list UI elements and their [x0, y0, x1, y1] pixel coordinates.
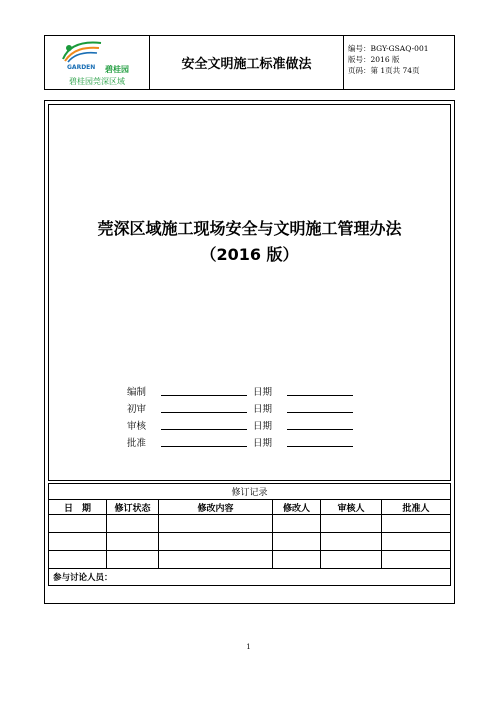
- date-label: 日期: [253, 404, 273, 415]
- cover-inner-box: [48, 104, 451, 481]
- revision-caption: 修订记录: [49, 484, 451, 500]
- col-date: 日 期: [49, 500, 107, 515]
- date-line: [287, 446, 353, 447]
- revision-row: [49, 533, 451, 551]
- logo-subtitle: 碧桂园莞深区域: [69, 77, 125, 86]
- date-line: [287, 412, 353, 413]
- participants-row: 参与讨论人员：: [49, 569, 451, 586]
- doc-version: 版号：2016 版: [348, 55, 400, 64]
- revision-row: [49, 515, 451, 533]
- company-logo: [45, 36, 150, 89]
- col-status: 修订状态: [107, 500, 159, 515]
- document-title-line1: 莞深区域施工现场安全与文明施工管理办法: [97, 219, 402, 238]
- date-label: 日期: [253, 438, 273, 449]
- col-approver: 批准人: [382, 500, 451, 515]
- signoff-label: 初审: [127, 404, 147, 415]
- revision-table: [48, 483, 451, 586]
- cover-frame: [44, 100, 455, 604]
- header-title-cell: [150, 36, 344, 89]
- date-line: [287, 395, 353, 396]
- doc-code: 编号：BGY-GSAQ-001: [348, 44, 429, 53]
- signoff-label: 编制: [127, 387, 147, 398]
- signature-line: [161, 429, 247, 430]
- logo-english: GARDEN: [67, 64, 96, 71]
- doc-page-count: 页码：第 1页共 74页: [348, 66, 420, 75]
- logo-chinese: 碧桂园: [105, 65, 129, 74]
- document-title-line2: （2016 版）: [200, 245, 299, 264]
- signoff-label: 批准: [127, 438, 147, 449]
- signature-line: [161, 446, 247, 447]
- date-label: 日期: [253, 387, 273, 398]
- revision-header-row: [49, 500, 451, 515]
- signature-line: [161, 412, 247, 413]
- date-line: [287, 429, 353, 430]
- date-label: 日期: [253, 421, 273, 432]
- garden-logo-icon: [59, 39, 105, 65]
- col-content: 修改内容: [159, 500, 273, 515]
- page-number: 1: [246, 643, 251, 651]
- header-title: 安全文明施工标准做法: [181, 57, 312, 72]
- signoff-label: 审核: [127, 421, 147, 432]
- signature-line: [161, 395, 247, 396]
- col-reviewer: 审核人: [321, 500, 382, 515]
- header-table: [44, 35, 455, 90]
- revision-row: [49, 551, 451, 569]
- header-meta: [344, 36, 454, 89]
- col-modifier: 修改人: [273, 500, 321, 515]
- document-title: [49, 216, 450, 268]
